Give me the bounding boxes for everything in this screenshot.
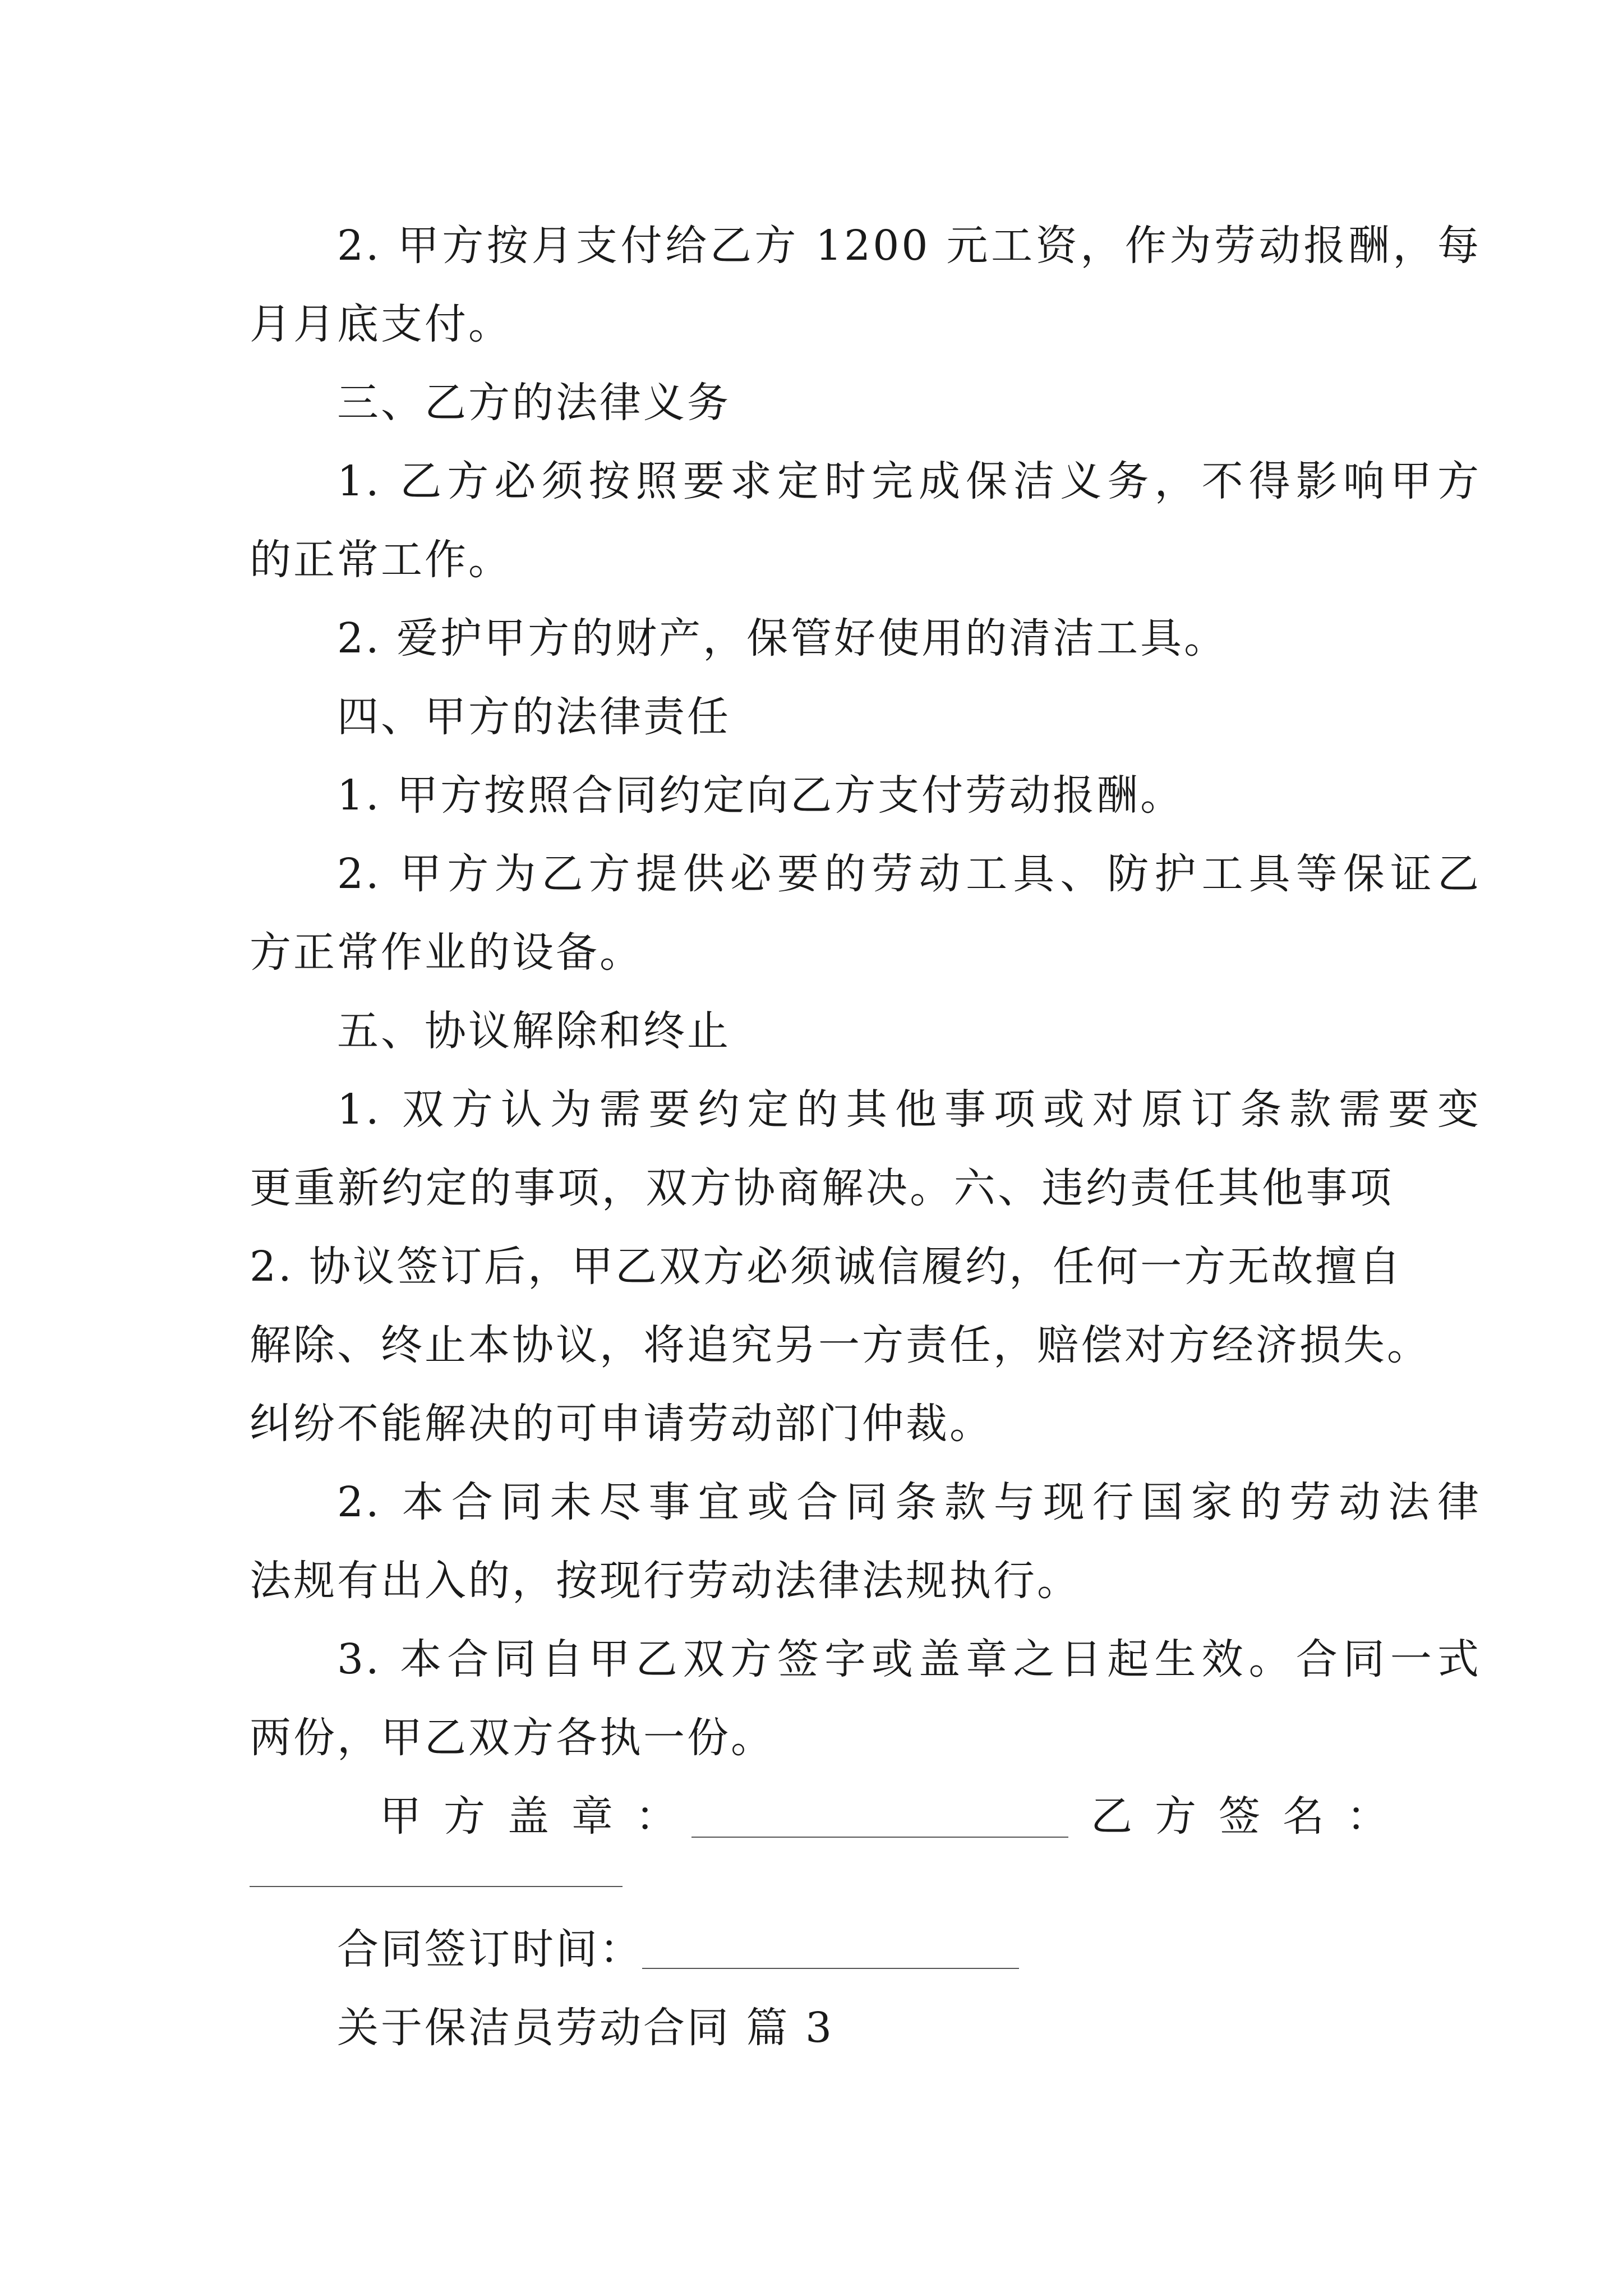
section-heading: 四、甲方的法律责任 xyxy=(337,693,731,741)
paragraph-line: 2. 本合同未尽事宜或合同条款与现行国家的劳动法律 xyxy=(337,1478,1481,1526)
section-heading: 三、乙方的法律义务 xyxy=(337,379,731,427)
paragraph-line: 3. 本合同自甲乙双方签字或盖章之日起生效。合同一式 xyxy=(337,1635,1481,1683)
paragraph-line: 的正常工作。 xyxy=(250,536,512,584)
paragraph-line: 1. 双方认为需要约定的其他事项或对原订条款需要变 xyxy=(337,1085,1481,1134)
party-a-seal-label: 甲方盖章： xyxy=(380,1792,699,1841)
next-section-heading: 关于保洁员劳动合同 篇 3 xyxy=(337,2004,834,2052)
party-b-signature-label: 乙方签名： xyxy=(1091,1792,1410,1841)
paragraph-line: 月月底支付。 xyxy=(250,300,512,348)
paragraph-line: 2. 协议签订后，甲乙双方必须诚信履约，任何一方无故擅自 xyxy=(250,1243,1403,1291)
signing-date-label: 合同签订时间： xyxy=(337,1925,643,1973)
section-heading: 五、协议解除和终止 xyxy=(337,1007,731,1055)
paragraph-line: 两份，甲乙双方各执一份。 xyxy=(250,1714,774,1762)
paragraph-line: 2. 甲方按月支付给乙方 1200 元工资，作为劳动报酬，每 xyxy=(337,222,1481,270)
paragraph-line: 更重新约定的事项，双方协商解决。六、违约责任其他事项 xyxy=(250,1164,1394,1212)
paragraph-line: 纠纷不能解决的可申请劳动部门仲裁。 xyxy=(250,1400,993,1448)
paragraph-line: 法规有出入的，按现行劳动法律法规执行。 xyxy=(250,1557,1081,1605)
party-b-signature-line xyxy=(250,1886,623,1887)
signing-date-line xyxy=(642,1968,1019,1969)
signature-row xyxy=(250,1788,1410,1844)
paragraph-line: 方正常作业的设备。 xyxy=(250,928,643,977)
paragraph-line: 2. 甲方为乙方提供必要的劳动工具、防护工具等保证乙 xyxy=(337,850,1481,898)
paragraph-line: 1. 乙方必须按照要求定时完成保洁义务，不得影响甲方 xyxy=(337,457,1481,505)
paragraph-line: 解除、终止本协议，将追究另一方责任，赔偿对方经济损失。 xyxy=(250,1321,1431,1369)
paragraph-line: 2. 爱护甲方的财产，保管好使用的清洁工具。 xyxy=(337,614,1228,662)
paragraph-line: 1. 甲方按照合同约定向乙方支付劳动报酬。 xyxy=(337,771,1184,820)
party-a-seal-line xyxy=(691,1837,1068,1838)
